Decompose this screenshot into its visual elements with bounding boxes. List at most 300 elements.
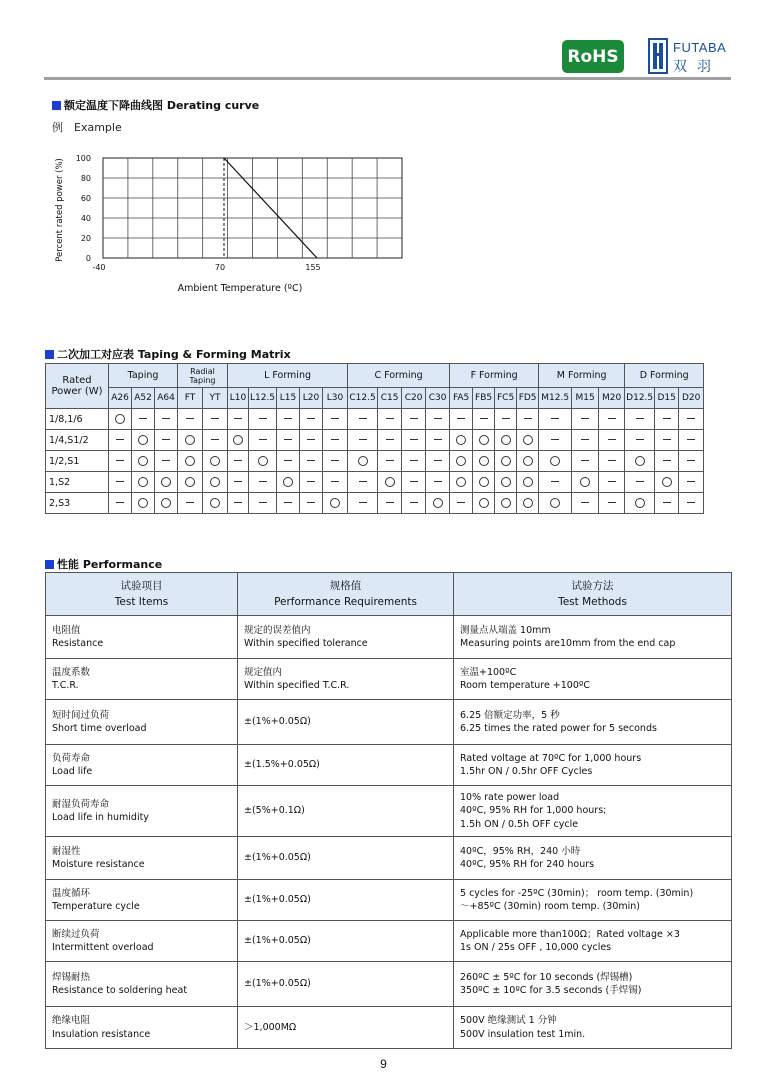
matrix-cell [450, 430, 473, 451]
matrix-column-header: M15 [572, 388, 599, 409]
matrix-cell [378, 451, 402, 472]
dash-mark-icon [162, 460, 170, 461]
circle-mark-icon [433, 498, 443, 508]
perf-test-item: 温度系数 T.C.R. [46, 659, 238, 700]
chart-x-label: Ambient Temperature (ºC) [177, 283, 303, 294]
matrix-cell [679, 430, 704, 451]
dash-mark-icon [434, 439, 442, 440]
circle-mark-icon [138, 498, 148, 508]
futaba-logo-icon [648, 38, 668, 74]
dash-mark-icon [186, 418, 194, 419]
matrix-cell [178, 472, 203, 493]
matrix-cell [228, 430, 249, 451]
perf-row [46, 962, 732, 1007]
matrix-cell [228, 409, 249, 430]
matrix-cell [539, 409, 572, 430]
matrix-cell [203, 409, 228, 430]
perf-requirement: ±(1%+0.05Ω) [238, 837, 454, 880]
matrix-column-header: YT [203, 388, 228, 409]
matrix-cell [203, 451, 228, 472]
matrix-cell [679, 409, 704, 430]
dash-mark-icon [307, 439, 315, 440]
matrix-cell [178, 493, 203, 514]
perf-test-item: 断续过负荷 Intermittent overload [46, 921, 238, 962]
perf-header-methods: 试验方法 Test Methods [454, 573, 732, 616]
perf-test-item: 耐湿负荷寿命 Load life in humidity [46, 786, 238, 837]
matrix-cell [378, 409, 402, 430]
perf-requirement: ±(1%+0.05Ω) [238, 962, 454, 1007]
matrix-column-header: C12.5 [348, 388, 378, 409]
matrix-cell [109, 430, 132, 451]
dash-mark-icon [284, 418, 292, 419]
circle-mark-icon [330, 498, 340, 508]
matrix-cell [277, 493, 300, 514]
matrix-cell [348, 451, 378, 472]
dash-mark-icon [116, 502, 124, 503]
dash-mark-icon [410, 502, 418, 503]
matrix-cell [300, 409, 323, 430]
matrix-cell [132, 493, 155, 514]
matrix-cell [228, 472, 249, 493]
matrix-cell [495, 430, 517, 451]
matrix-cell [378, 472, 402, 493]
example-label: 例 Example [52, 121, 122, 134]
matrix-cell [473, 409, 495, 430]
matrix-cell [473, 430, 495, 451]
matrix-cell [155, 472, 178, 493]
circle-mark-icon [550, 456, 560, 466]
dash-mark-icon [234, 418, 242, 419]
matrix-cell [572, 430, 599, 451]
chart-y-tick-label: 60 [80, 194, 91, 203]
matrix-cell [517, 472, 539, 493]
chart-series-line [224, 158, 317, 258]
dash-mark-icon [259, 481, 267, 482]
chart-y-tick-label: 100 [75, 154, 91, 163]
matrix-cell [402, 472, 426, 493]
dash-mark-icon [234, 460, 242, 461]
matrix-column-header: L20 [300, 388, 323, 409]
perf-row [46, 616, 732, 659]
matrix-column-header: M20 [599, 388, 625, 409]
dash-mark-icon [608, 481, 616, 482]
dash-mark-icon [386, 460, 394, 461]
matrix-section-title [45, 346, 291, 362]
section-square-icon [45, 560, 54, 569]
dash-mark-icon [551, 439, 559, 440]
dash-mark-icon [284, 460, 292, 461]
matrix-cell [539, 451, 572, 472]
circle-mark-icon [523, 498, 533, 508]
matrix-group-header: L Forming [228, 364, 348, 388]
dash-mark-icon [581, 418, 589, 419]
dash-mark-icon [663, 502, 671, 503]
matrix-cell [450, 409, 473, 430]
derating-chart [48, 148, 418, 298]
matrix-cell [249, 493, 277, 514]
matrix-group-header: D Forming [625, 364, 704, 388]
circle-mark-icon [580, 477, 590, 487]
matrix-cell [426, 451, 450, 472]
matrix-cell [300, 430, 323, 451]
matrix-column-header: M12.5 [539, 388, 572, 409]
dash-mark-icon [457, 502, 465, 503]
perf-test-item: 绝缘电阻 Insulation resistance [46, 1007, 238, 1049]
perf-test-method: 室温+100ºC Room temperature +100ºC [454, 659, 732, 700]
matrix-cell [109, 472, 132, 493]
matrix-cell [300, 493, 323, 514]
matrix-row [46, 493, 704, 514]
dash-mark-icon [434, 418, 442, 419]
perf-test-method: 10% rate power load 40ºC, 95% RH for 1,000 hours; 1.5h ON / 0.5h OFF cycle [454, 786, 732, 837]
perf-test-method: 40ºC，95% RH，240 小時 40ºC, 95% RH for 240 hours [454, 837, 732, 880]
matrix-cell [178, 409, 203, 430]
dash-mark-icon [581, 439, 589, 440]
matrix-cell [539, 430, 572, 451]
matrix-group-header: Radial Taping [178, 364, 228, 388]
matrix-cell [132, 472, 155, 493]
dash-mark-icon [551, 418, 559, 419]
dash-mark-icon [331, 460, 339, 461]
dash-mark-icon [386, 502, 394, 503]
matrix-cell [517, 451, 539, 472]
dash-mark-icon [434, 481, 442, 482]
page-number: 9 [380, 1057, 387, 1071]
matrix-column-header: L30 [323, 388, 348, 409]
perf-header-requirements: 规格值 Performance Requirements [238, 573, 454, 616]
matrix-cell [277, 472, 300, 493]
matrix-cell [249, 451, 277, 472]
matrix-cell [277, 409, 300, 430]
circle-mark-icon [283, 477, 293, 487]
perf-test-method: 5 cycles for -25ºC (30min)； room temp. (30min) ～+85ºC (30min) room temp. (30min) [454, 880, 732, 921]
matrix-cell [450, 493, 473, 514]
matrix-cell [323, 430, 348, 451]
circle-mark-icon [138, 435, 148, 445]
matrix-cell [655, 451, 679, 472]
matrix-cell [348, 409, 378, 430]
dash-mark-icon [636, 439, 644, 440]
dash-mark-icon [687, 460, 695, 461]
circle-mark-icon [185, 477, 195, 487]
perf-test-item: 短时间过负荷 Short time overload [46, 700, 238, 745]
circle-mark-icon [550, 498, 560, 508]
perf-requirement: 规定的误差值内 Within specified tolerance [238, 616, 454, 659]
dash-mark-icon [211, 439, 219, 440]
matrix-cell [655, 493, 679, 514]
circle-mark-icon [662, 477, 672, 487]
dash-mark-icon [259, 502, 267, 503]
perf-row [46, 700, 732, 745]
circle-mark-icon [501, 477, 511, 487]
matrix-row [46, 430, 704, 451]
matrix-cell [178, 451, 203, 472]
section-square-icon [45, 350, 54, 359]
circle-mark-icon [479, 456, 489, 466]
perf-test-method: Rated voltage at 70ºC for 1,000 hours 1.5hr ON / 0.5hr OFF Cycles [454, 745, 732, 786]
matrix-cell [426, 472, 450, 493]
matrix-cell [625, 451, 655, 472]
matrix-column-header: FC5 [495, 388, 517, 409]
matrix-cell [109, 451, 132, 472]
dash-mark-icon [116, 481, 124, 482]
matrix-cell [203, 493, 228, 514]
matrix-cell [277, 430, 300, 451]
matrix-cell [625, 493, 655, 514]
dash-mark-icon [551, 481, 559, 482]
chart-x-tick-label: 155 [305, 263, 321, 272]
matrix-cell [572, 409, 599, 430]
matrix-group-header: Taping [109, 364, 178, 388]
dash-mark-icon [259, 439, 267, 440]
perf-requirement: ＞1,000MΩ [238, 1007, 454, 1049]
circle-mark-icon [501, 435, 511, 445]
matrix-row [46, 451, 704, 472]
dash-mark-icon [331, 418, 339, 419]
perf-test-method: 测量点从端盖 10mm Measuring points are10mm from the end cap [454, 616, 732, 659]
dash-mark-icon [359, 481, 367, 482]
matrix-cell [323, 493, 348, 514]
circle-mark-icon [233, 435, 243, 445]
matrix-cell [495, 451, 517, 472]
matrix-cell [402, 409, 426, 430]
dash-mark-icon [410, 481, 418, 482]
dash-mark-icon [234, 481, 242, 482]
dash-mark-icon [359, 418, 367, 419]
circle-mark-icon [258, 456, 268, 466]
matrix-column-header: FA5 [450, 388, 473, 409]
matrix-cell [249, 472, 277, 493]
matrix-column-header: D15 [655, 388, 679, 409]
dash-mark-icon [307, 418, 315, 419]
matrix-cell [228, 493, 249, 514]
dash-mark-icon [636, 481, 644, 482]
perf-requirement: ±(1%+0.05Ω) [238, 880, 454, 921]
dash-mark-icon [284, 439, 292, 440]
matrix-column-header: FD5 [517, 388, 539, 409]
matrix-cell [132, 409, 155, 430]
circle-mark-icon [385, 477, 395, 487]
matrix-column-header: A64 [155, 388, 178, 409]
taping-forming-matrix [45, 363, 704, 514]
dash-mark-icon [359, 502, 367, 503]
circle-mark-icon [161, 477, 171, 487]
brand-name-en: FUTABA [673, 40, 727, 55]
matrix-cell [155, 430, 178, 451]
matrix-column-header: A26 [109, 388, 132, 409]
matrix-cell [679, 472, 704, 493]
matrix-column-header: A52 [132, 388, 155, 409]
dash-mark-icon [636, 418, 644, 419]
matrix-cell [109, 409, 132, 430]
dash-mark-icon [386, 418, 394, 419]
dash-mark-icon [663, 439, 671, 440]
matrix-cell [655, 430, 679, 451]
perf-test-method: 6.25 倍额定功率，5 秒 6.25 times the rated power for 5 seconds [454, 700, 732, 745]
matrix-cell [599, 493, 625, 514]
dash-mark-icon [284, 502, 292, 503]
matrix-column-header: D12.5 [625, 388, 655, 409]
matrix-cell [539, 472, 572, 493]
dash-mark-icon [259, 418, 267, 419]
perf-test-method: Applicable more than100Ω；Rated voltage ×3 1s ON / 25s OFF , 10,000 cycles [454, 921, 732, 962]
perf-test-method: 500V 绝缘测试 1 分钟 500V insulation test 1min. [454, 1007, 732, 1049]
perf-row [46, 1007, 732, 1049]
derating-section-title [52, 97, 259, 113]
matrix-cell [402, 451, 426, 472]
header-rule [44, 77, 731, 80]
dash-mark-icon [663, 460, 671, 461]
dash-mark-icon [457, 418, 465, 419]
matrix-cell [378, 493, 402, 514]
matrix-column-header: D20 [679, 388, 704, 409]
matrix-cell [473, 451, 495, 472]
matrix-cell [402, 430, 426, 451]
circle-mark-icon [635, 498, 645, 508]
dash-mark-icon [434, 460, 442, 461]
matrix-cell [495, 472, 517, 493]
dash-mark-icon [307, 481, 315, 482]
matrix-cell [203, 472, 228, 493]
matrix-cell [599, 451, 625, 472]
dash-mark-icon [410, 460, 418, 461]
perf-requirement: ±(1%+0.05Ω) [238, 700, 454, 745]
dash-mark-icon [116, 439, 124, 440]
perf-requirement: 规定值内 Within specified T.C.R. [238, 659, 454, 700]
matrix-cell [348, 493, 378, 514]
matrix-cell [625, 472, 655, 493]
matrix-cell [109, 493, 132, 514]
circle-mark-icon [479, 477, 489, 487]
dash-mark-icon [581, 502, 589, 503]
matrix-cell [679, 451, 704, 472]
matrix-cell [348, 472, 378, 493]
dash-mark-icon [359, 439, 367, 440]
circle-mark-icon [210, 498, 220, 508]
circle-mark-icon [479, 435, 489, 445]
circle-mark-icon [523, 456, 533, 466]
dash-mark-icon [524, 418, 532, 419]
matrix-cell [450, 451, 473, 472]
matrix-cell [426, 409, 450, 430]
perf-test-item: 负荷寿命 Load life [46, 745, 238, 786]
dash-mark-icon [687, 418, 695, 419]
dash-mark-icon [234, 502, 242, 503]
circle-mark-icon [210, 477, 220, 487]
dash-mark-icon [608, 439, 616, 440]
matrix-cell [426, 430, 450, 451]
matrix-column-header: C15 [378, 388, 402, 409]
circle-mark-icon [456, 477, 466, 487]
matrix-cell [132, 430, 155, 451]
matrix-group-header: F Forming [450, 364, 539, 388]
perf-requirement: ±(5%+0.1Ω) [238, 786, 454, 837]
perf-test-item: 电阻值 Resistance [46, 616, 238, 659]
circle-mark-icon [138, 477, 148, 487]
derating-title-text: 额定温度下降曲线图 Derating curve [64, 99, 260, 112]
performance-title-text: 性能 Performance [57, 558, 163, 571]
matrix-column-header: L12.5 [249, 388, 277, 409]
chart-y-tick-label: 40 [80, 214, 91, 223]
dash-mark-icon [608, 502, 616, 503]
matrix-cell [539, 493, 572, 514]
matrix-cell [402, 493, 426, 514]
dash-mark-icon [480, 418, 488, 419]
chart-y-ticks [76, 154, 91, 263]
matrix-column-header: C20 [402, 388, 426, 409]
chart-y-tick-label: 20 [80, 234, 91, 243]
circle-mark-icon [501, 456, 511, 466]
perf-requirement: ±(1.5%+0.05Ω) [238, 745, 454, 786]
matrix-cell [473, 472, 495, 493]
matrix-cell [277, 451, 300, 472]
perf-row [46, 837, 732, 880]
matrix-cell [517, 430, 539, 451]
matrix-row [46, 409, 704, 430]
matrix-cell [323, 451, 348, 472]
matrix-cell [655, 409, 679, 430]
dash-mark-icon [162, 418, 170, 419]
circle-mark-icon [185, 435, 195, 445]
matrix-cell [679, 493, 704, 514]
circle-mark-icon [185, 456, 195, 466]
perf-requirement: ±(1%+0.05Ω) [238, 921, 454, 962]
matrix-cell [625, 409, 655, 430]
matrix-cell [473, 493, 495, 514]
brand-name-cn: 双羽 [673, 59, 721, 75]
dash-mark-icon [211, 418, 219, 419]
matrix-column-header: FB5 [473, 388, 495, 409]
matrix-cell [426, 493, 450, 514]
matrix-cell [599, 430, 625, 451]
performance-section-title [45, 556, 162, 572]
dash-mark-icon [410, 418, 418, 419]
matrix-cell [572, 472, 599, 493]
circle-mark-icon [161, 498, 171, 508]
rohs-badge: RoHS [562, 40, 624, 73]
matrix-cell [378, 430, 402, 451]
matrix-cell [249, 409, 277, 430]
dash-mark-icon [162, 439, 170, 440]
dash-mark-icon [331, 439, 339, 440]
matrix-row-label: 2,S3 [46, 493, 109, 514]
dash-mark-icon [307, 502, 315, 503]
perf-row [46, 921, 732, 962]
dash-mark-icon [608, 418, 616, 419]
perf-row [46, 745, 732, 786]
perf-test-method: 260ºC ± 5ºC for 10 seconds (焊锡槽) 350ºC ± 10ºC for 3.5 seconds (手焊锡) [454, 962, 732, 1007]
matrix-cell [599, 409, 625, 430]
matrix-cell [300, 451, 323, 472]
circle-mark-icon [479, 498, 489, 508]
dash-mark-icon [139, 418, 147, 419]
matrix-cell [495, 493, 517, 514]
perf-test-item: 耐湿性 Moisture resistance [46, 837, 238, 880]
matrix-cell [517, 409, 539, 430]
chart-grid [103, 158, 402, 258]
matrix-cell [228, 451, 249, 472]
matrix-cell [155, 451, 178, 472]
matrix-cell [572, 451, 599, 472]
circle-mark-icon [501, 498, 511, 508]
matrix-cell [655, 472, 679, 493]
chart-x-tick-label: 70 [214, 263, 226, 272]
matrix-column-header: L10 [228, 388, 249, 409]
circle-mark-icon [115, 414, 125, 424]
matrix-column-header: FT [178, 388, 203, 409]
chart-y-tick-label: 0 [85, 254, 91, 263]
chart-y-label: Percent rated power (%) [55, 158, 65, 262]
